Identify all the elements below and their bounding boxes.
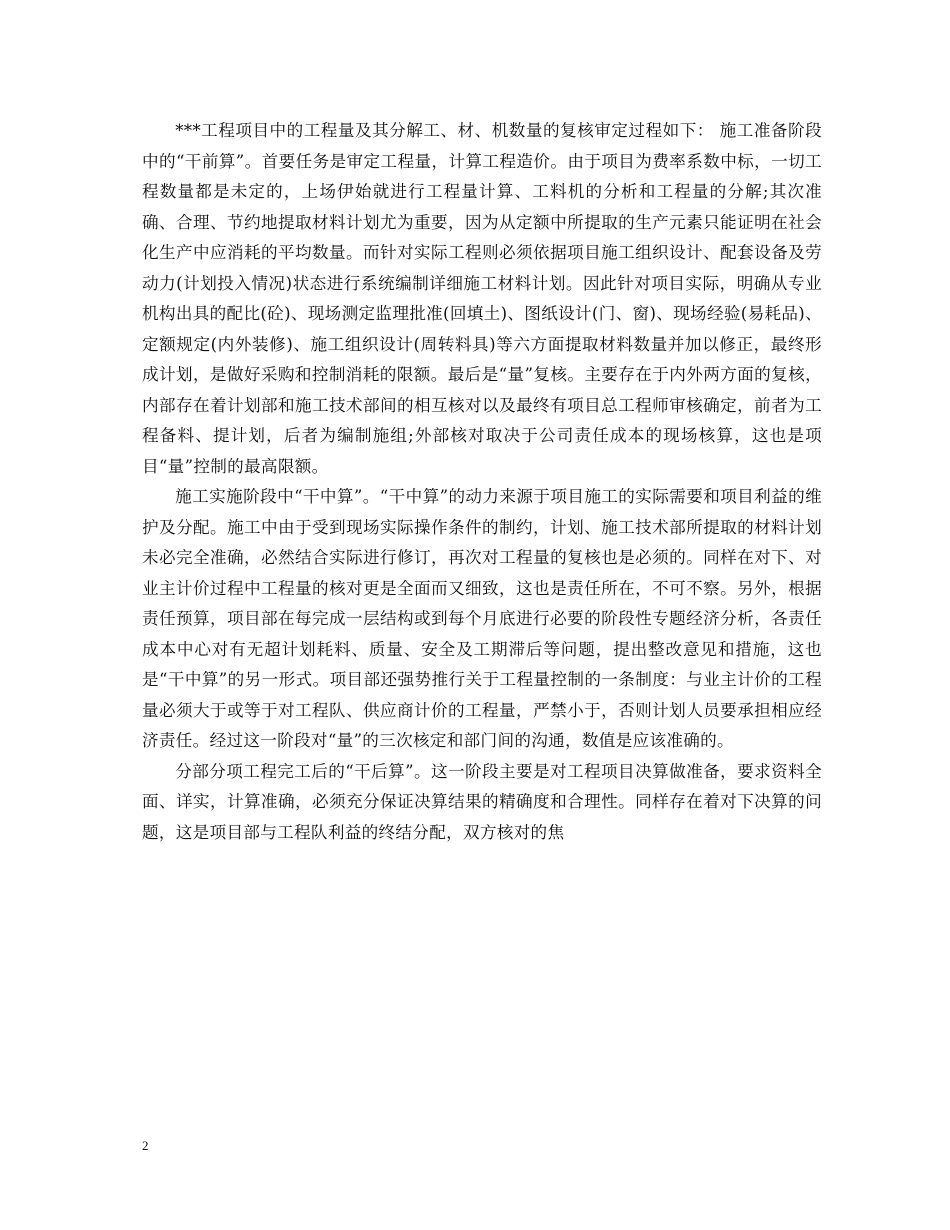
page-number: 2	[142, 1138, 149, 1153]
document-body	[142, 116, 822, 848]
paragraph-pre-construction: ***工程项目中的工程量及其分解工、材、机数量的复核审定过程如下： 施工准备阶段中的“干前算”。首要任务是审定工程量，计算工程造价。由于项目为费率系数中标，一切工程数量都是未定的，上场伊始就进行工程量计算、工料机的分析和工程量的分解;其次准确、合理、节约地提取材料计划尤为重要，因为从定额中所提取的生产元素只能证明在社会化生产中应消耗的平均数量。而针对实际工程则必须依据项目施工组织设计、配套设备及劳动力(计划投入情况)状态进行系统编制详细施工材料计划。因此针对项目实际，明确从专业机构出具的配比(砼)、现场测定监理批准(回填土)、图纸设计(门、窗)、现场经验(易耗品)、定额规定(内外装修)、施工组织设计(周转料具)等六方面提取材料数量并加以修正，最终形成计划，是做好采购和控制消耗的限额。最后是“量”复核。主要存在于内外两方面的复核，内部存在着计划部和施工技术部间的相互核对以及最终有项目总工程师审核确定，前者为工程备料、提计划，后者为编制施组;外部核对取决于公司责任成本的现场核算，这也是项目“量”控制的最高限额。	[142, 121, 822, 476]
paragraph-during-construction: 施工实施阶段中“干中算”。“干中算”的动力来源于项目施工的实际需要和项目利益的维护及分配。施工中由于受到现场实际操作条件的制约，计划、施工技术部所提取的材料计划未必完全准确，必然结合实际进行修订，再次对工程量的复核也是必须的。同样在对下、对业主计价过程中工程量的核对更是全面而又细致，这也是责任所在，不可不察。另外，根据责任预算，项目部在每完成一层结构或到每个月底进行必要的阶段性专题经济分析，各责任成本中心对有无超计划耗料、质量、安全及工期滞后等问题，提出整改意见和措施，这也是“干中算”的另一形式。项目部还强势推行关于工程量控制的一条制度：与业主计价的工程量必须大于或等于对工程队、供应商计价的工程量，严禁小于，否则计划人员要承担相应经济责任。经过这一阶段对“量”的三次核定和部门间的沟通，数值是应该准确的。	[142, 487, 822, 750]
paragraph-post-completion: 分部分项工程完工后的“干后算”。这一阶段主要是对工程项目决算做准备，要求资料全面、详实，计算准确，必须充分保证决算结果的精确度和合理性。同样存在着对下决算的问题，这是项目部与工程队利益的终结分配，双方核对的焦	[142, 761, 822, 842]
